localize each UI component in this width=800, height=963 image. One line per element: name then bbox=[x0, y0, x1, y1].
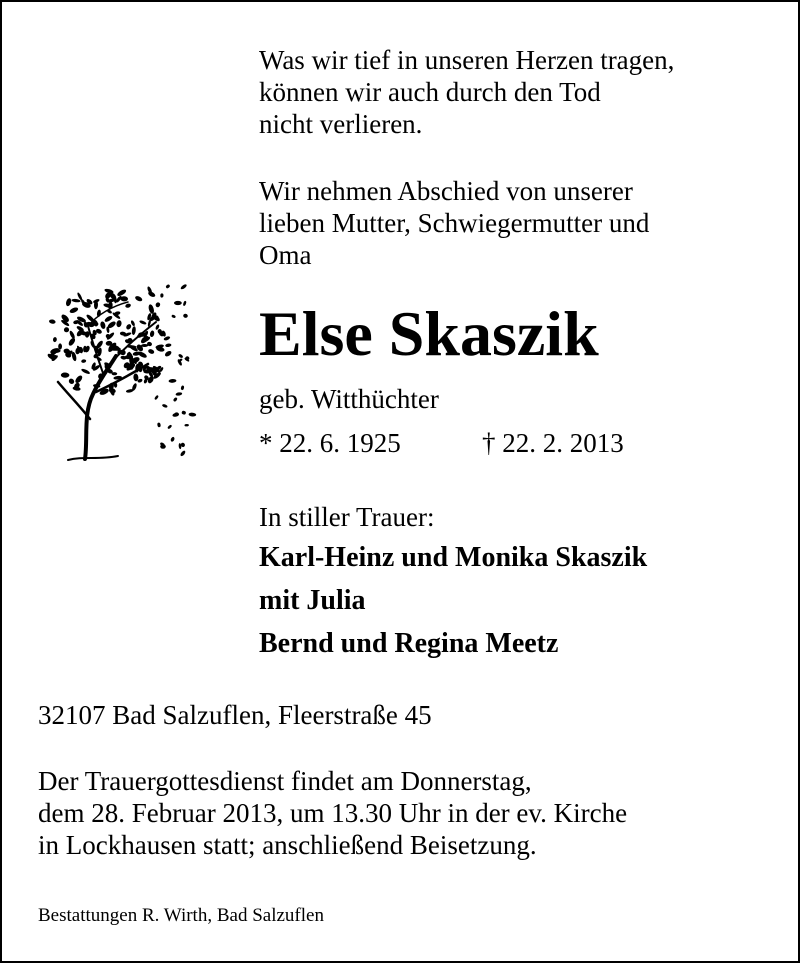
tree-leaf bbox=[67, 337, 76, 347]
tree-leaf bbox=[134, 295, 143, 302]
intro-block bbox=[259, 175, 649, 271]
intro-line: Wir nehmen Abschied von unserer bbox=[259, 176, 633, 206]
poem-line: können wir auch durch den Tod bbox=[259, 77, 601, 107]
maiden-name: geb. Witthüchter bbox=[259, 384, 439, 414]
tree-leaf bbox=[65, 298, 72, 307]
undertaker: Bestattungen R. Wirth, Bad Salzuflen bbox=[38, 905, 324, 926]
tree-leaf bbox=[160, 445, 166, 449]
tree-leaf bbox=[100, 321, 107, 330]
tree-leaf bbox=[53, 337, 57, 342]
tree-leaf bbox=[184, 424, 189, 427]
family-line: Bernd und Regina Meetz bbox=[259, 628, 559, 659]
tree-leaf bbox=[74, 374, 83, 384]
intro-line: Oma bbox=[259, 240, 312, 270]
service-line: in Lockhausen statt; anschließend Beisetzung. bbox=[38, 830, 537, 860]
tree-leaf bbox=[131, 326, 136, 335]
death-date: † 22. 2. 2013 bbox=[482, 428, 624, 458]
tree-leaf bbox=[174, 301, 182, 305]
tree-leaf bbox=[61, 372, 70, 377]
family-line: mit Julia bbox=[259, 585, 366, 616]
tree-leaf bbox=[170, 436, 175, 442]
service-line: Der Trauergottesdienst findet am Donnerstag, bbox=[38, 766, 532, 796]
tree-leaf bbox=[68, 378, 76, 385]
windblown-tree-icon bbox=[38, 264, 198, 474]
tree-leaf bbox=[148, 348, 155, 354]
tree-leaf bbox=[149, 330, 154, 337]
tree-leaf bbox=[183, 313, 188, 318]
address: 32107 Bad Salzuflen, Fleerstraße 45 bbox=[38, 700, 432, 730]
tree-leaf bbox=[125, 323, 132, 330]
tree-leaf bbox=[116, 320, 122, 328]
service-line: dem 28. Februar 2013, um 13.30 Uhr in der ev. Kirche bbox=[38, 798, 628, 828]
tree-leaf bbox=[165, 343, 172, 347]
mourning-label: In stiller Trauer: bbox=[259, 502, 435, 532]
tree-leaf bbox=[165, 284, 170, 289]
tree-leaf bbox=[155, 302, 161, 308]
family-line: Karl-Heinz und Monika Skaszik bbox=[259, 542, 648, 573]
tree-leaf bbox=[69, 330, 76, 339]
intro-line: lieben Mutter, Schwiegermutter und bbox=[259, 208, 650, 238]
birth-date: * 22. 6. 1925 bbox=[259, 428, 401, 458]
tree-leaf bbox=[183, 301, 187, 307]
tree-leaf bbox=[71, 298, 81, 302]
tree-leaf bbox=[160, 293, 163, 297]
tree-leaf bbox=[162, 403, 168, 408]
tree-leaf bbox=[69, 306, 79, 314]
family-block bbox=[259, 536, 647, 665]
tree-leaf bbox=[157, 422, 161, 427]
tree-leaf bbox=[175, 392, 182, 396]
tree-leaf bbox=[154, 395, 159, 401]
poem-line: Was wir tief in unseren Herzen tragen, bbox=[259, 45, 675, 75]
tree-leaf bbox=[178, 353, 184, 358]
tree-leaf bbox=[181, 410, 186, 415]
tree-leaf bbox=[180, 385, 184, 390]
tree-leaf bbox=[139, 320, 147, 326]
tree-leaf bbox=[125, 303, 132, 309]
deceased-name: Else Skaszik bbox=[259, 298, 599, 369]
poem-line: nicht verlieren. bbox=[259, 109, 423, 139]
tree-leaf bbox=[180, 450, 187, 457]
tree-leaf bbox=[168, 379, 176, 383]
tree-leaf bbox=[188, 412, 196, 416]
tree-leaf bbox=[104, 315, 114, 323]
poem-block bbox=[259, 44, 674, 140]
tree-leaf bbox=[64, 327, 70, 332]
tree-leaf bbox=[116, 288, 127, 297]
tree-leaf bbox=[180, 283, 188, 290]
tree-leaf bbox=[167, 424, 172, 429]
tree-leaf bbox=[171, 314, 176, 318]
service-block bbox=[38, 765, 627, 861]
tree-leaf bbox=[81, 359, 87, 363]
tree-leaf bbox=[173, 397, 178, 402]
tree-leaf bbox=[164, 350, 172, 358]
tree-leaf bbox=[81, 368, 91, 375]
tree-leaf bbox=[49, 319, 56, 324]
